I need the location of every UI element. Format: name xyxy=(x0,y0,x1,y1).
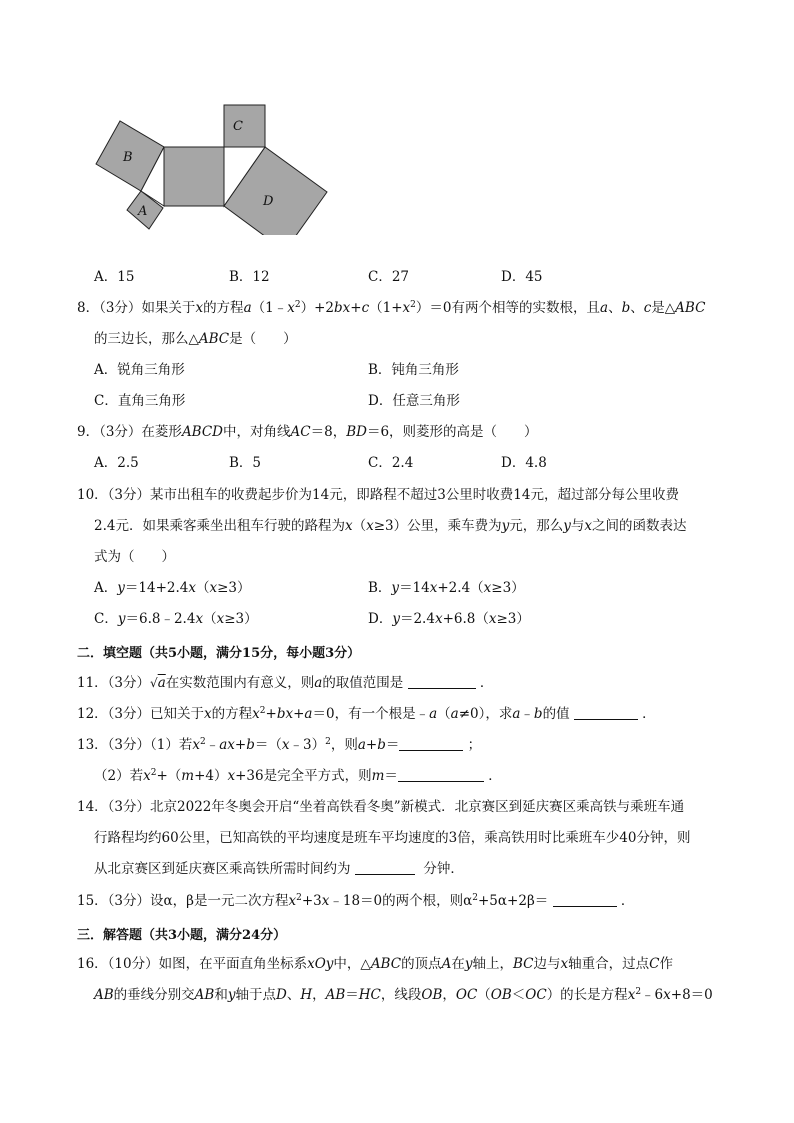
square-c xyxy=(224,105,265,147)
q13-line1: 13．（3分）（1）若$x^2﹣ax+b=(x﹣3)^2$，则a+b＝ ； xyxy=(77,737,482,753)
figure-shapes xyxy=(96,105,327,235)
q7-option-d: D．45 xyxy=(501,269,543,285)
q10-line1: 10．（3分）某市出租车的收费起步价为14元，即路程不超过3公里时收费14元，超过部分每公里收费 xyxy=(77,487,679,503)
label-d: D xyxy=(263,194,274,209)
sqrt-symbol: √ xyxy=(150,676,158,690)
q8-option-b: B．钝角三角形 xyxy=(368,362,459,378)
q10-option-d: D．y＝2.4x+6.8（x≥3） xyxy=(368,611,530,627)
q11-line: 11．（3分）√a在实数范围内有意义，则a的取值范围是 ． xyxy=(77,675,494,691)
q9-option-b: B．5 xyxy=(229,455,262,471)
q13-answer-blank-1[interactable] xyxy=(399,738,463,751)
q10-option-c: C．y＝6.8﹣2.4x（x≥3） xyxy=(94,611,258,627)
q9-option-c: C．2.4 xyxy=(368,455,414,471)
q8-line2: 的三边长，那么△ABC是（ ） xyxy=(94,331,297,347)
section-solve: 三．解答题（共3小题，满分24分） xyxy=(77,928,287,943)
q15-line: 15．（3分）设α，β是一元二次方程$x^2+3x﹣18=0$的两个根，则$\alpha^2+5\alpha+2\beta=$ ． xyxy=(77,893,635,909)
label-a: A xyxy=(138,204,148,219)
q8-line1: 8．（3分）如果关于x的方程$a(1﹣x^2)+2bx+c(1+x^2)=0$有两个相等的实数根，且a、b、c是△ABC xyxy=(77,300,706,316)
q12-line: 12．（3分）已知关于x的方程$x^2+bx+a=0$，有一个根是﹣a（a≠0），求a﹣b的值 ． xyxy=(77,706,656,722)
q8-option-a: A．锐角三角形 xyxy=(94,362,185,378)
q9-option-a: A．2.5 xyxy=(94,455,139,471)
q12-answer-blank[interactable] xyxy=(574,707,638,720)
q9-option-d: D．4.8 xyxy=(501,455,547,471)
q8-option-c: C．直角三角形 xyxy=(94,393,186,409)
q9-line1: 9．（3分）在菱形ABCD中，对角线AC＝8，BD＝6，则菱形的高是（ ） xyxy=(77,424,538,440)
label-b: B xyxy=(123,150,133,165)
q14-line1: 14．（3分）北京2022年冬奥会开启“坐着高铁看冬奥”新模式．北京赛区到延庆赛区乘高铁与乘班车通 xyxy=(77,799,685,815)
q10-option-b: B．y＝14x+2.4（x≥3） xyxy=(368,580,525,596)
q14-line3: 从北京赛区到延庆赛区乘高铁所需时间约为 分钟． xyxy=(94,861,464,877)
q7-option-a: A．15 xyxy=(94,269,135,285)
q14-answer-blank[interactable] xyxy=(355,862,415,875)
q7-option-b: B．12 xyxy=(229,269,270,285)
q10-line2: 2.4元．如果乘客乘坐出租车行驶的路程为x（x≥3）公里，乘车费为y元，那么y与x之间的函数表达 xyxy=(94,518,687,534)
q8-option-d: D．任意三角形 xyxy=(368,393,460,409)
q10-option-a: A．y＝14+2.4x（x≥3） xyxy=(94,580,251,596)
q10-line3: 式为（ ） xyxy=(94,549,175,565)
square-center xyxy=(164,147,224,206)
q16-line2: AB的垂线分别交AB和y轴于点D、H，AB＝HC，线段OB，OC（OB＜OC）的长是方程$x^2﹣6x+8=0$ xyxy=(94,987,713,1003)
q15-answer-blank[interactable] xyxy=(553,894,617,907)
label-c: C xyxy=(233,119,243,134)
squares-figure xyxy=(95,100,335,235)
q13-line2: （2）若$x^2+(m+4)x+36$是完全平方式，则m＝ ． xyxy=(94,768,502,784)
q16-line1: 16．（10分）如图，在平面直角坐标系xOy中，△ABC的顶点A在y轴上，BC边与x轴重合，过点C作 xyxy=(77,956,673,972)
q7-option-c: C．27 xyxy=(368,269,410,285)
section-fill-in: 二．填空题（共5小题，满分15分，每小题3分） xyxy=(77,646,361,661)
q14-line2: 行路程均约60公里，已知高铁的平均速度是班车平均速度的3倍，乘高铁用时比乘班车少40分钟，则 xyxy=(94,830,691,846)
q13-answer-blank-2[interactable] xyxy=(398,769,484,782)
q11-answer-blank[interactable] xyxy=(408,676,476,689)
